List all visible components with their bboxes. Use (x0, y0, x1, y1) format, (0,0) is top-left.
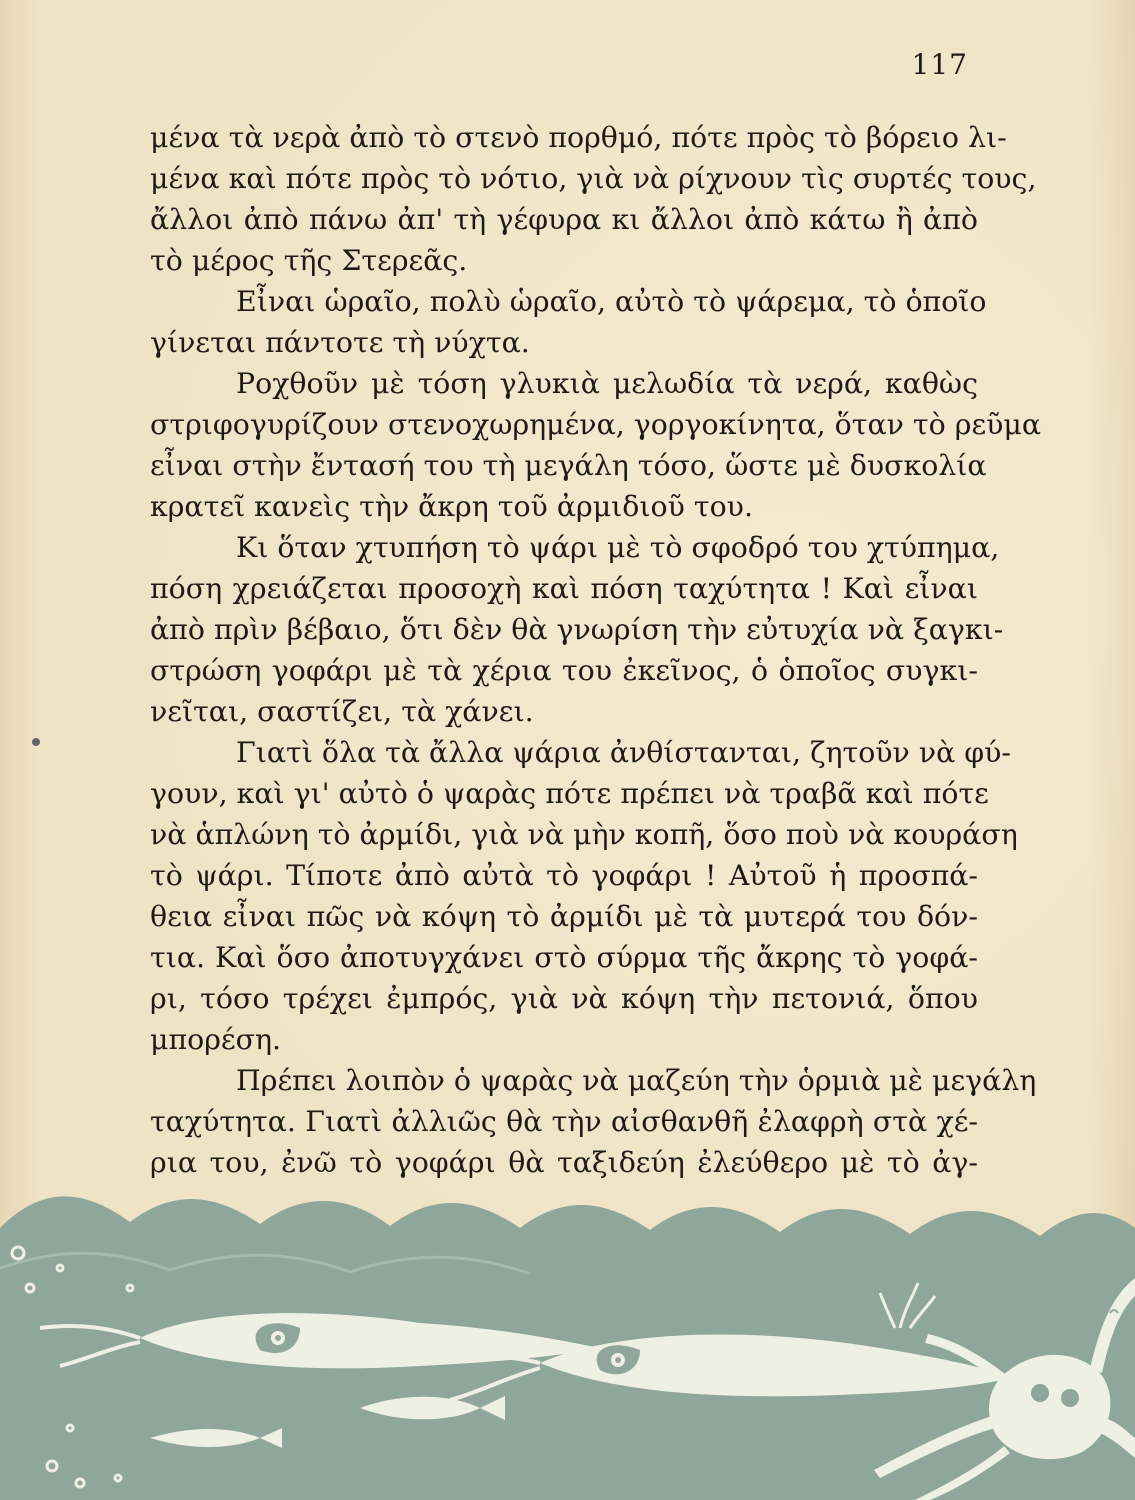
text-line: Κι ὅταν χτυπήση τὸ ψάρι μὲ τὸ σφοδρό του χτύπημα, (236, 531, 1000, 564)
text-line: ἀπὸ πρὶν βέβαιο, ὅτι δὲν θὰ γνωρίση τὴν εὐτυχία νὰ ξαγκι- (150, 613, 1004, 646)
margin-dot-mark (32, 738, 40, 746)
text-line: μπορέση. (150, 1023, 282, 1056)
page-number: 117 (911, 48, 968, 81)
text-line: νεῖται, σαστίζει, τὰ χάνει. (150, 695, 534, 728)
text-line: Πρέπει λοιπὸν ὁ ψαρὰς νὰ μαζεύη τὴν ὁρμιὰ μὲ μεγάλη (236, 1064, 1037, 1097)
text-line: μένα τὰ νερὰ ἀπὸ τὸ στενὸ πορθμό, πότε πρὸς τὸ βόρειο λι- (150, 121, 1007, 154)
text-line: γίνεται πάντοτε τὴ νύχτα. (150, 326, 530, 359)
text-line: τὸ ψάρι. Τίποτε ἀπὸ αὐτὰ τὸ γοφάρι ! Αὐτοῦ ἡ προσπά- (150, 859, 978, 892)
body-text (150, 117, 1042, 1183)
text-line: ρια του, ἐνῶ τὸ γοφάρι θὰ ταξιδεύη ἐλεύθερο μὲ τὸ ἀγ- (150, 1146, 978, 1179)
text-line: Ροχθοῦν μὲ τόση γλυκιὰ μελωδία τὰ νερά, καθὼς (236, 367, 978, 400)
text-line: ταχύτητα. Γιατὶ ἀλλιῶς θὰ τὴν αἰσθανθῆ ἐλαφρὴ στὰ χέ- (150, 1105, 978, 1138)
sea-creatures-illustration (0, 1178, 1135, 1500)
text-line: τια. Καὶ ὅσο ἀποτυγχάνει στὸ σύρμα τῆς ἄκρης τὸ γοφά- (150, 941, 978, 974)
text-line: νὰ ἁπλώνη τὸ ἀρμίδι, γιὰ νὰ μὴν κοπῆ, ὅσο ποὺ νὰ κουράση (150, 818, 1018, 851)
text-line: θεια εἶναι πῶς νὰ κόψη τὸ ἀρμίδι μὲ τὰ μυτερά του δόν- (150, 900, 978, 933)
text-line: κρατεῖ κανεὶς τὴν ἄκρη τοῦ ἀρμιδιοῦ του. (150, 490, 753, 523)
text-line: στριφογυρίζουν στενοχωρημένα, γοργοκίνητα, ὅταν τὸ ρεῦμα (150, 408, 1042, 441)
text-line: ρι, τόσο τρέχει ἐμπρός, γιὰ νὰ κόψη τὴν πετονιά, ὅπου (150, 982, 978, 1015)
text-line: τὸ μέρος τῆς Στερεᾶς. (150, 244, 468, 277)
text-line: Εἶναι ὡραῖο, πολὺ ὡραῖο, αὐτὸ τὸ ψάρεμα, τὸ ὁποῖο (236, 285, 987, 318)
text-line: στρώση γοφάρι μὲ τὰ χέρια του ἐκεῖνος, ὁ ὁποῖος συγκι- (150, 654, 978, 687)
text-line: μένα καὶ πότε πρὸς τὸ νότιο, γιὰ νὰ ρίχνουν τὶς συρτές τους, (150, 162, 1037, 195)
text-line: πόση χρειάζεται προσοχὴ καὶ πόση ταχύτητα ! Καὶ εἶναι (150, 572, 978, 605)
text-line: Γιατὶ ὅλα τὰ ἄλλα ψάρια ἀνθίστανται, ζητοῦν νὰ φύ- (236, 736, 1012, 769)
text-line: ἄλλοι ἀπὸ πάνω ἀπ' τὴ γέφυρα κι ἄλλοι ἀπὸ κάτω ἢ ἀπὸ (150, 203, 978, 236)
text-line: γουν, καὶ γι' αὐτὸ ὁ ψαρὰς πότε πρέπει νὰ τραβᾶ καὶ πότε (150, 777, 989, 810)
text-line: εἶναι στὴν ἔντασή του τὴ μεγάλη τόσο, ὥστε μὲ δυσκολία (150, 449, 987, 482)
